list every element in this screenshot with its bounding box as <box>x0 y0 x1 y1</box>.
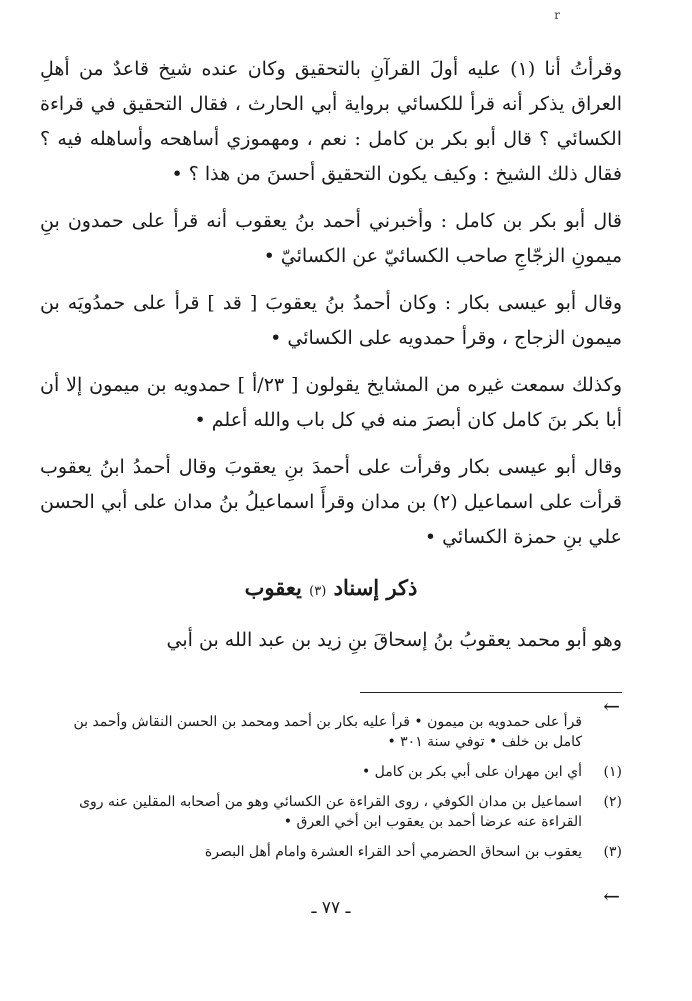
page-number: ـ ٧٧ ـ <box>311 898 351 918</box>
footnote-1 <box>40 762 622 782</box>
main-text <box>40 52 622 658</box>
footnotes <box>40 712 622 872</box>
paragraph-2: قال أبو بكر بن كامل : وأخبرني أحمد بنُ يعقوب أنه قرأ على حمدون بنِ ميمونِ الزجّاجِ صاحب الكسائيّ عن الكسائيّ • <box>40 210 622 267</box>
footnote-2 <box>40 792 622 832</box>
paragraph-5: وقال أبو عيسى بكار وقرأت على أحمدَ بنِ يعقوبَ وقال أحمدُ ابنُ يعقوب قرأت على اسماعيل (٢) بن مدان وقرأَ اسماعيلُ بنُ مدان على أبي الحسن علي بنِ حمزة الكسائي • <box>40 456 622 548</box>
footnote-number: (٢) <box>603 794 622 810</box>
paragraph-4: وكذلك سمعت غيره من المشايخ يقولون [ ٢٣/أ ] حمدويه بن ميمون إلا أن أبا بكر بنَ كامل كان أبصرَ منه في كل باب والله أعلم • <box>40 374 622 431</box>
footnote-text: اسماعيل بن مدان الكوفي ، روى القراءة عن الكسائي وهو من أصحابه المقلين عنه روى القراءة عنه عرضا أحمد بن يعقوب ابن أخي العرق • <box>79 794 582 830</box>
section-heading <box>40 571 622 609</box>
arrow-left-icon: ← <box>603 694 620 718</box>
footnote-text: يعقوب بن اسحاق الحضرمي أحد القراء العشرة وامام أهل البصرة <box>204 844 582 860</box>
heading-text-start: ذكر إسناد <box>333 575 418 600</box>
footnote-number: (٣) <box>603 844 622 860</box>
paragraph-6: وهو أبو محمد يعقوبُ بنُ إسحاقَ بنِ زيد بن عبد الله بن أبي <box>166 629 622 651</box>
paragraph-1: وقرأتُ أنا (١) عليه أولَ القرآنِ بالتحقيق وكان عنده شيخ قاعدٌ من أهلِ العراق يذكر أنه قرأ للكسائي برواية أبي الحارث ، فقال التحقيق في قراءة الكسائي ؟ قال أبو بكر بن كامل : نعم ، ومهموزي أساهحه وأساهله فيه ؟ فقال ذلك الشيخ : وكيف يكون التحقيق أحسنَ من هذا ؟ • <box>40 58 622 185</box>
footnote-text: أي ابن مهران على أبي بكر بن كامل • <box>361 764 582 780</box>
heading-footnote-ref: (٣) <box>309 584 327 599</box>
footnote-number: (١) <box>603 764 622 780</box>
paragraph-3: وقال أبو عيسى بكار : وكان أحمدُ بنُ يعقوبَ [ قد ] قرأ على حمدُويَه بن ميمون الزجاج ، وقرأ حمدويه على الكسائي • <box>40 292 622 349</box>
corner-mark: r <box>554 8 560 22</box>
footnote-3 <box>40 842 622 862</box>
heading-text-end: يعقوب <box>244 575 302 600</box>
arrow-left-icon: ← <box>603 884 620 908</box>
book-page <box>40 0 622 1001</box>
footnote-divider <box>360 692 622 693</box>
footnote-continuation: قرأ على حمدويه بن ميمون • قرأ عليه بكار بن أحمد ومحمد بن الحسن النقاش وأحمد بن كامل بن خلف • توفي سنة ٣٠١ • <box>73 714 582 750</box>
